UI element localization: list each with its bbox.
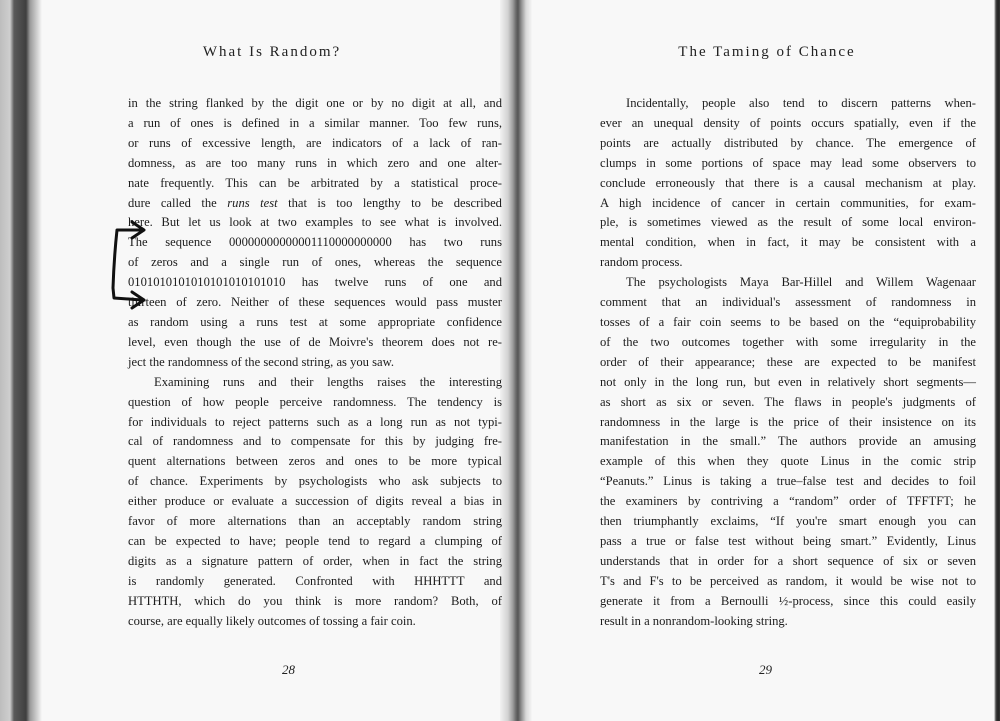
- right-page-number: 29: [759, 662, 772, 677]
- text-line: question of how people perceive randomness. The tendency is: [128, 394, 502, 409]
- text-line: quent alternations between zeros and ones to be more typical: [128, 454, 502, 469]
- text-line: generate it from a Bernoulli ½-process, since this could easily: [600, 593, 976, 608]
- text-line: is randomly generated. Confronted with HHHTTT and: [128, 573, 502, 588]
- text-line: course, are equally likely outcomes of tossing a fair coin.: [128, 613, 416, 628]
- text-line: ever an unequal density of points occurs spatially, even if the: [600, 115, 976, 130]
- text-line: of the two outcomes together with some irregularity in the: [600, 334, 976, 349]
- text-line: here. But let us look at two examples to see what is involved.: [128, 215, 502, 230]
- text-run: that is too lengthy to be described: [277, 195, 502, 210]
- right-page: [532, 0, 994, 721]
- text-line: manifestation in the small.” The authors provide an amusing: [600, 434, 976, 449]
- text-line: clumps in some portions of space may lead some observers to: [600, 155, 976, 170]
- text-line: comment that an individual's assessment of randomness in: [600, 295, 976, 310]
- text-line: a run of ones is defined in a similar manner. Too few runs,: [128, 115, 502, 130]
- text-line: The psychologists Maya Bar-Hillel and Willem Wagenaar: [626, 275, 976, 290]
- left-page-number: 28: [282, 662, 295, 677]
- text-line: either produce or evaluate a succession of digits reveal a bias in: [128, 494, 502, 509]
- text-line: Incidentally, people also tend to discern patterns when-: [626, 96, 976, 110]
- text-line: conclude erroneously that there is a causal mechanism at play.: [600, 175, 976, 190]
- hand-drawn-bracket-arrow-icon: [102, 218, 152, 318]
- text-line: cal of randomness and to compensate for this by judging fre-: [128, 434, 502, 449]
- text-line: order of their appearance; these are expected to be manifest: [600, 354, 976, 369]
- text-run: dure called the: [128, 195, 228, 210]
- text-line: not only in the long run, but even in relatively short segments—: [600, 374, 976, 389]
- text-line: then triumphantly exclaims, “If you're smart enough you can: [600, 514, 976, 529]
- text-line: HTTHTH, which do you think is more random? Both, of: [128, 593, 502, 608]
- text-line: domness, as are too many runs in which zero and one alter-: [128, 155, 502, 170]
- text-line: thirteen of zero. Neither of these sequences would pass muster: [128, 295, 502, 310]
- left-page: [42, 0, 500, 721]
- text-line: in the string flanked by the digit one or by no digit at all, and: [128, 96, 502, 110]
- text-line: A high incidence of cancer in certain communities, for exam-: [600, 195, 976, 210]
- text-line: for individuals to reject patterns such as a long run as not typi-: [128, 414, 502, 429]
- text-line: the examiners by contriving a “random” order of TFFTFT; he: [600, 494, 976, 509]
- text-line: can be expected to have; people tend to regard a clumping of: [128, 533, 502, 548]
- text-line: randomness in the large is the price of their insistence on its: [600, 414, 976, 429]
- text-line: mental condition, when in fact, it may be consistent with a: [600, 235, 976, 250]
- left-running-head: What Is Random?: [202, 44, 342, 60]
- text-line: points are actually distributed by chance. The emergence of: [600, 135, 976, 150]
- text-line: digits as a signature pattern of order, when in fact the string: [128, 553, 502, 568]
- text-line: The sequence 00000000000001110000000000 has two runs: [128, 235, 502, 250]
- text-line: pass a true or false test without being smart.” Evidently, Linus: [600, 533, 976, 548]
- text-line: of zeros and a single run of ones, whereas the sequence: [128, 255, 502, 270]
- text-line: nate frequently. This can be arbitrated by a statistical proce-: [128, 175, 502, 190]
- book-edge-right: [994, 0, 1000, 721]
- text-line: of chance. Experiments by psychologists who ask subjects to: [128, 474, 502, 489]
- right-body-text: [600, 94, 976, 631]
- right-running-head: The Taming of Chance: [678, 44, 856, 60]
- text-line: random process.: [600, 255, 683, 270]
- left-body-text: [128, 94, 502, 631]
- book-spine: [500, 0, 532, 721]
- text-line: as short as six or seven. The flaws in people's judgments of: [600, 394, 976, 409]
- book-edge-left: [0, 0, 42, 721]
- text-line: as random using a runs test at some appropriate confidence: [128, 314, 502, 329]
- text-line: or runs of excessive length, are indicators of a lack of ran-: [128, 135, 502, 150]
- text-line: favor of more alternations than an acceptably random string: [128, 514, 502, 529]
- text-line: ple, is sometimes viewed as the result of some local environ-: [600, 215, 976, 230]
- text-line: understands that in order for a short sequence of six or seven: [600, 553, 976, 568]
- runs-test-term: runs test: [227, 195, 278, 210]
- text-line: ject the randomness of the second string, as you saw.: [128, 354, 395, 369]
- text-line: tosses of a fair coin seems to be based on the “equiprobability: [600, 314, 976, 329]
- text-line: Examining runs and their lengths raises the interesting: [154, 374, 502, 389]
- text-line: T's and F's to be perceived as random, it would be wise not to: [600, 573, 976, 588]
- text-line: result in a nonrandom-looking string.: [600, 613, 788, 628]
- text-line: example of this when they quote Linus in the comic strip: [600, 454, 976, 469]
- text-line: level, even though the use of de Moivre's theorem does not re-: [128, 334, 502, 349]
- text-line: “Peanuts.” Linus is taking a true–false test and decides to foil: [600, 474, 976, 489]
- text-line-runs-test: [128, 194, 502, 214]
- text-line: 0101010101010101010101010 has twelve runs of one and: [128, 275, 502, 290]
